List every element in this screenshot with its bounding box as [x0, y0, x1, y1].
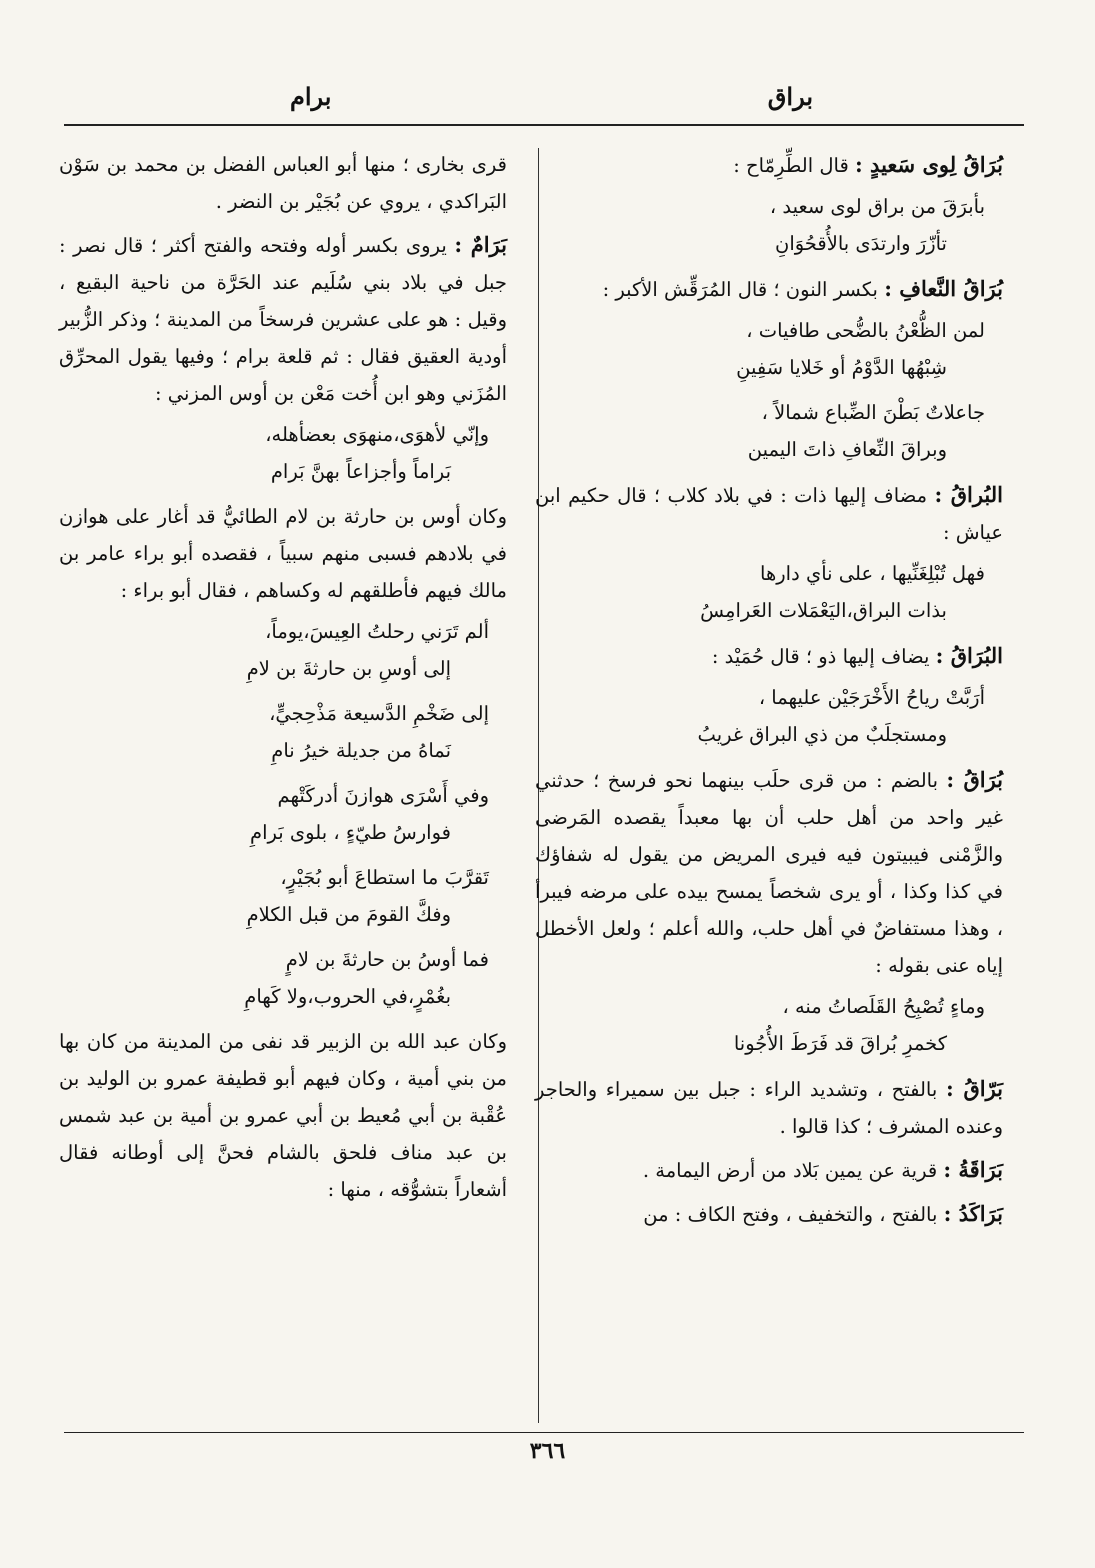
entry-albiraq-dhat [535, 476, 1003, 629]
verse-line: ألم تَرَني رحلتُ العِيسَ،يوماً، [265, 620, 489, 643]
entry-headword: البُرَاقُ : [935, 643, 1003, 668]
entry-text: وكان عبد الله بن الزبير قد نفى من المدينة من كان بها من بني أمية ، وكان فيهم أبو قطيفة عمرو بن الوليد بن عُقْبة بن أبي مُعيط بن أبي عمرو بن أمية بن عبد شمس بن عبد مناف فلحق بالشام فحنَّ إلى أوطانه فقال أشعاراً بتشوُّقه ، منها : [59, 1030, 507, 1201]
verse-block [535, 988, 1003, 1062]
entry-headword: بُرَاقُ : [946, 767, 1004, 792]
entry-text: مضاف إليها ذات : في بلاد كلاب ؛ قال حكيم ابن عياش : [535, 484, 1003, 544]
page-number: ٣٦٦ [529, 1438, 566, 1464]
verse-line: لمن الظُّعْنُ بالضُّحى طافيات ، [746, 319, 985, 342]
verse-block [59, 613, 507, 1015]
entry-buraq-luwa-said [535, 146, 1003, 262]
verse-block [535, 679, 1003, 753]
verse-line: فهل تُبْلِغَنِّيها ، على نأي دارها [760, 562, 985, 585]
entry-headword: بَرَاقَةُ : [943, 1157, 1003, 1182]
entry-headword: بَرّاقُ : [945, 1076, 1004, 1101]
verse-line: وفي أَسْرَى هوازنَ أدركَتْهم [277, 784, 489, 807]
verse-line: بَراماً وأجزاعاً بهنَّ بَرام [270, 460, 451, 483]
verse-line: تأزّرَ وارتدَى بالأُقحُوَانِ [775, 232, 947, 255]
verse-line: وبراقَ النِّعافِ ذاتَ اليمين [747, 438, 947, 461]
verse-line: تَقرَّبَ ما استطاعَ أبو بُجَيْرٍ، [280, 866, 489, 889]
entry-buraq-halab [535, 761, 1003, 1062]
entry-albiraq-dhu [535, 637, 1003, 753]
entry-text: قال الطِّرِمّاح : [733, 154, 849, 177]
entry-text: بكسر النون ؛ قال المُرَقِّش الأكبر : [602, 278, 878, 301]
left-column [59, 146, 507, 1214]
verse-line: إلى أوسِ بن حارثةَ بن لامِ [246, 657, 451, 680]
entry-text: يضاف إليها ذو ؛ قال حُمَيْد : [711, 645, 930, 668]
entry-buraq-alniaf [535, 270, 1003, 468]
verse-line: بذات البراق،اليَعْمَلات العَرامِسُ [700, 599, 947, 622]
verse-line: بأبرَقَ من براق لوى سعيد ، [769, 195, 985, 218]
entry-text: قرى بخارى ؛ منها أبو العباس الفضل بن محمد بن سَوْن البَراكدي ، يروي عن بُجَيْر بن النضر . [59, 153, 507, 213]
verse-line: وماءٍ تُصْبِحُ القَلَصاتُ منه ، [782, 995, 985, 1018]
entry-continuation [59, 146, 507, 220]
entry-headword: بُرَاقُ لِوى سَعيدٍ : [854, 152, 1003, 177]
footer-rule [64, 1432, 1024, 1433]
verse-line: شِبْهُها الدَّوْمُ أو خَلايا سَفِينِ [736, 356, 947, 379]
verse-block [535, 312, 1003, 468]
entry-text: وكان أوس بن حارثة بن لام الطائيُّ قد أغار على هوازن في بلادهم فسبى منهم سبياً ، فقصده أبو براء عامر بن مالك فيهم فأطلقهم له وكساهم ، فقال أبو براء : [59, 505, 507, 602]
verse-line: فوارسُ طيّءٍ ، بلوى بَرامِ [250, 821, 451, 844]
running-head-left: برام [290, 82, 332, 111]
verse-line: وإنّي لأهوَى،منهوَى بعضأهله، [265, 423, 489, 446]
verse-line: أرَبَّتْ رياحُ الأَخْرَجَيْن عليهما ، [758, 686, 985, 709]
verse-line: وفكَّ القومَ من قبل الكلامِ [246, 903, 451, 926]
verse-line: نَماهُ من جديلة خيرُ نامِ [271, 739, 451, 762]
right-column [535, 146, 1003, 1239]
verse-block [59, 416, 507, 490]
entry-text: قرية عن يمين بَلاد من أرض اليمامة . [642, 1159, 938, 1182]
running-head-right: براق [767, 82, 813, 111]
entry-text: بالضم : من قرى حلَب بينهما نحو فرسخ ؛ حدثني غير واحد من أهل حلب أن بها معبداً يقصده المَرضى والزَّمْنى فيبيتون فيه فيرى المريض من يقول له شفاؤك في كذا وكذا ، أو يرى شخصاً يمسح بيده على مرضه فيبرأ ، وهذا مستفاضٌ في أهل حلب، والله أعلم ؛ ولعل الأخطل إياه عنى بقوله : [535, 769, 1003, 977]
verse-line: كخمرِ بُراقَ قد فَرَطَ الأُجُونا [733, 1032, 947, 1055]
header-rule [64, 124, 1024, 126]
verse-line: جاعلاتٌ بَطْنَ الضِّباع شمالاً ، [761, 401, 985, 424]
entry-headword: بَرَامٌ : [454, 232, 507, 257]
entry-text: يروى بكسر أوله وفتحه والفتح أكثر ؛ قال نصر : جبل في بلاد بني سُلَيم عند الحَرَّة من ناحية البقيع ، وقيل : هو على عشرين فرسخاً من المدينة ؛ وذكر الزُّبير أودية العقيق فقال : ثم قلعة برام ؛ وفيها يقول المحرِّق المُزَني وهو ابن أُخت مَعْن بن أوس المزني : [59, 234, 507, 405]
entry-baraqa [535, 1151, 1003, 1189]
entry-headword: البُراقُ : [934, 482, 1003, 507]
verse-line: إلى ضَخْمِ الدَّسيعة مَذْحِجيٍّ، [269, 702, 489, 725]
entry-headword: بَرَاكَدُ : [943, 1201, 1003, 1226]
verse-line: ومستجلَبٌ من ذي البراق غريبُ [697, 723, 947, 746]
verse-block [535, 555, 1003, 629]
entry-headword: بُرَاقُ النَّعافِ : [884, 276, 1003, 301]
verse-line: فما أوسُ بن حارثةَ بن لامٍ [285, 948, 489, 971]
entry-text: بالفتح ، والتخفيف ، وفتح الكاف : من [643, 1203, 938, 1226]
entry-barraq [535, 1070, 1003, 1145]
verse-block [535, 188, 1003, 262]
entry-baram [59, 226, 507, 1208]
entry-text: بالفتح ، وتشديد الراء : جبل بين سميراء والحاجر وعنده المشرف ؛ كذا قالوا . [535, 1078, 1003, 1138]
verse-line: بغُمْرٍ،في الحروب،ولا كَهامِ [244, 985, 451, 1008]
entry-barakad [535, 1195, 1003, 1233]
